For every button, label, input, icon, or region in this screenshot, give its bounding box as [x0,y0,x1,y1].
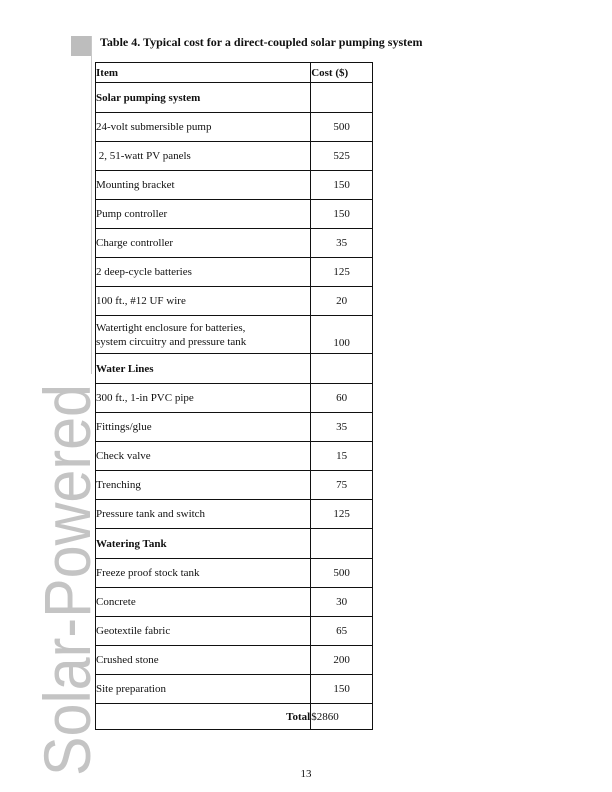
table-row [96,675,373,704]
table-row [96,500,373,529]
item-name: Pump controller [96,200,311,229]
table-row [96,113,373,142]
item-cost: 500 [311,559,373,588]
item-cost: 20 [311,287,373,316]
item-name: Freeze proof stock tank [96,559,311,588]
section-row [96,83,373,113]
item-cost: 525 [311,142,373,171]
item-name-line: system circuitry and pressure tank [96,336,247,348]
side-watermark-text: Solar-Powered [30,339,104,776]
item-cost: 35 [311,229,373,258]
item-name: Check valve [96,442,311,471]
header-cost: Cost ($) [311,63,373,83]
page-number: 13 [300,768,312,780]
table-row [96,142,373,171]
item-cost: 500 [311,113,373,142]
section-cost-empty [311,354,373,384]
table-row [96,588,373,617]
item-name: Fittings/glue [96,413,311,442]
item-cost: 30 [311,588,373,617]
item-name: Charge controller [96,229,311,258]
item-cost: 125 [311,258,373,287]
item-name: Crushed stone [96,646,311,675]
section-label: Solar pumping system [96,83,311,113]
cost-table [95,62,373,730]
item-name: 2 deep-cycle batteries [96,258,311,287]
item-name: Trenching [96,471,311,500]
item-name: Geotextile fabric [96,617,311,646]
item-name: 100 ft., #12 UF wire [96,287,311,316]
table-row [96,316,373,354]
table-title: Table 4. Typical cost for a direct-coupled solar pumping system [100,35,423,49]
side-watermark [30,339,104,776]
side-accent-rule [91,36,92,374]
item-cost: 60 [311,384,373,413]
item-name: 24-volt submersible pump [96,113,311,142]
item-name: Site preparation [96,675,311,704]
total-label: Total [96,704,311,730]
item-name: Pressure tank and switch [96,500,311,529]
item-cost: 150 [311,200,373,229]
item-name-line: Watertight enclosure for batteries, [96,322,246,334]
item-name: Concrete [96,588,311,617]
table-row [96,413,373,442]
item-name: 300 ft., 1-in PVC pipe [96,384,311,413]
side-accent-block [71,36,91,56]
table-row [96,646,373,675]
item-name: 2, 51-watt PV panels [96,142,311,171]
item-cost: 200 [311,646,373,675]
table-row [96,559,373,588]
item-name: Mounting bracket [96,171,311,200]
total-value: $2860 [311,704,373,730]
table-header-row [96,63,373,83]
item-cost: 75 [311,471,373,500]
table-row [96,258,373,287]
item-cost: 65 [311,617,373,646]
section-cost-empty [311,529,373,559]
section-cost-empty [311,83,373,113]
table-row [96,229,373,258]
table-row [96,384,373,413]
table-row [96,471,373,500]
item-cost: 150 [311,675,373,704]
table-row [96,200,373,229]
section-label: Watering Tank [96,529,311,559]
header-item: Item [96,63,311,83]
item-cost: 35 [311,413,373,442]
table-row [96,287,373,316]
table-row [96,171,373,200]
item-cost: 150 [311,171,373,200]
table-row [96,617,373,646]
item-cost: 125 [311,500,373,529]
item-cost: 15 [311,442,373,471]
section-row [96,354,373,384]
section-row [96,529,373,559]
item-cost: 100 [311,316,373,354]
item-name-multiline [96,316,311,354]
table-row [96,442,373,471]
section-label: Water Lines [96,354,311,384]
total-row [96,704,373,730]
